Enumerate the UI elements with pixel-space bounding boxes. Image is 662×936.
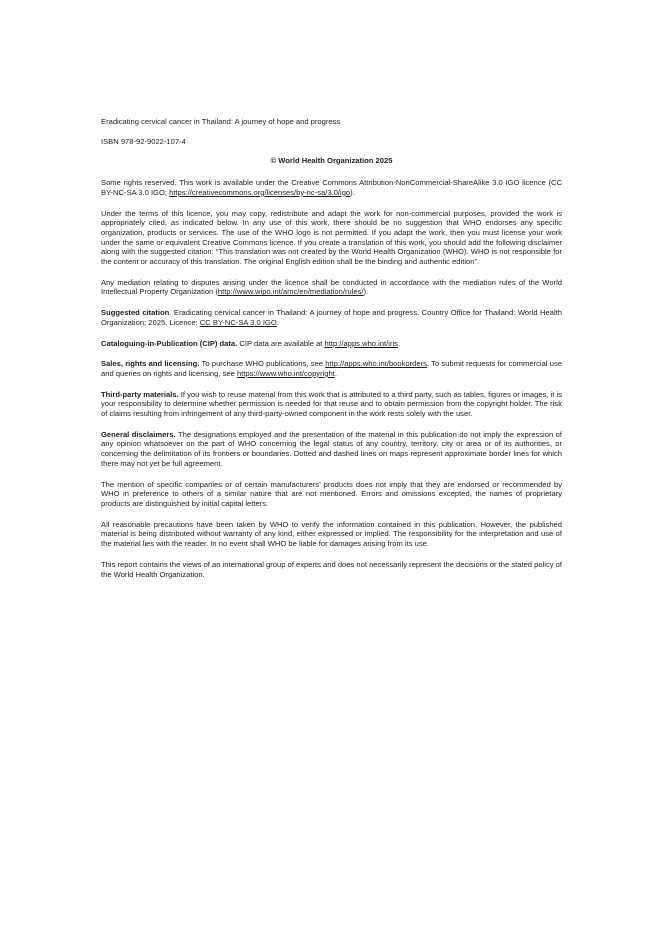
rights-paragraph (101, 178, 562, 197)
licence-terms-paragraph: Under the terms of this licence, you may copy, redistribute and adapt the work for non-commercial purposes, provided the work is appropriately cited, as indicated below. In any use of this work, there should be no suggestion that WHO endorses any specific organization, products or services. The use of the WHO logo is not permitted. If you adapt the work, then you must license your work under the same or equivalent Creative Commons licence. If you create a translation of this work, you should add the following disclaimer along with the suggested citation: “This translation was not created by the World Health Organization (WHO). WHO is not responsible for the content or accuracy of this translation. The original English edition shall be the binding and authentic edition”. (101, 208, 562, 267)
rights-text-end: ). (350, 187, 355, 197)
third-party-paragraph (101, 390, 562, 419)
iris-link[interactable]: http://apps.who.int/iris (324, 338, 398, 348)
copyright-notice: © World Health Organization 2025 (270, 156, 393, 166)
isbn: ISBN 978-92-9022-107-4 (101, 136, 186, 146)
rights-text: Some rights reserved. This work is available under the Creative Commons Attribution-NonCommercial-ShareAlike 3.0 IGO licence (CC BY-NC-SA 3.0 IGO; (101, 178, 562, 197)
views-paragraph: This report contains the views of an international group of experts and does not necessarily represent the decisions or the stated policy of the World Health Organization. (101, 559, 562, 579)
mediation-text-end: ). (363, 287, 369, 297)
third-party-label: Third-party materials. (101, 389, 179, 399)
general-disclaimers-paragraph (101, 430, 562, 469)
sales-text-2: . To submit requests for commercial use and queries on rights and licensing, see (101, 359, 562, 378)
licence-link[interactable]: CC BY-NC-SA 3.0 IGO (199, 317, 277, 327)
precautions-paragraph: All reasonable precautions have been taken by WHO to verify the information contained in this publication. However, the published material is being distributed without warranty of any kind, either expressed or implied. The responsibility for the interpretation and use of the material lies with the reader. In no event shall WHO be liable for damages arising from its use. (101, 519, 562, 549)
general-disclaimers-text: The designations employed and the presentation of the material in this publication do not imply the expression of any opinion whatsoever on the part of WHO concerning the legal status of any country, territory, city or area or of its authorities, or concerning the delimitation of its frontiers or boundaries. Dotted and dashed lines on maps represent approximate border lines for which there may not yet be full agreement. (101, 429, 562, 468)
copyright-link[interactable]: https://www.who.int/copyright (236, 368, 335, 378)
cip-text: CIP data are available at (237, 338, 325, 348)
suggested-citation-label: Suggested citation (101, 308, 170, 318)
cip-label: Cataloguing-in-Publication (CIP) data. (101, 338, 238, 348)
sales-label: Sales, rights and licensing. (101, 359, 200, 369)
suggested-citation-text: . Eradicating cervical cancer in Thailand: A journey of hope and progress. Country Office for Thailand: World Health Organization; 2025. Licence: (101, 308, 562, 327)
bookorders-link[interactable]: http://apps.who.int/bookorders (325, 359, 427, 369)
general-disclaimers-label: General disclaimers. (101, 429, 176, 439)
cip-paragraph (101, 339, 562, 349)
sales-text-1: To purchase WHO publications, see (199, 359, 326, 369)
sales-paragraph (101, 359, 562, 378)
mediation-text: Any mediation relating to disputes arising under the licence shall be conducted in accordance with the mediation rules of the World Intellectual Property Organization ( (101, 277, 562, 297)
creative-commons-link[interactable]: https://creativecommons.org/licenses/by-nc-sa/3.0/igo (169, 187, 351, 197)
suggested-citation-end: . (276, 317, 279, 327)
sales-text-3: . (334, 368, 337, 378)
document-title-line: Eradicating cervical cancer in Thailand: A journey of hope and progress (101, 117, 341, 126)
third-party-text: If you wish to reuse material from this work that is attributed to a third party, such as tables, figures or images, it is your responsibility to determine whether permission is needed for that reuse and to obtain permission from the copyright holder. The risk of claims resulting from infringement of any third-party-owned component in the work rests solely with the user. (101, 389, 562, 419)
mediation-paragraph (101, 278, 562, 297)
cip-text-end: . (397, 338, 401, 348)
wipo-mediation-link[interactable]: http://www.wipo.int/amc/en/mediation/rules/ (217, 287, 364, 297)
companies-paragraph: The mention of specific companies or of certain manufacturers’ products does not imply that they are endorsed or recommended by WHO in preference to others of a similar nature that are not mentioned. Errors and omissions excepted, the names of proprietary products are distinguished by initial capital letters. (101, 479, 562, 508)
copyright-page (101, 117, 562, 590)
suggested-citation-paragraph (101, 308, 562, 327)
